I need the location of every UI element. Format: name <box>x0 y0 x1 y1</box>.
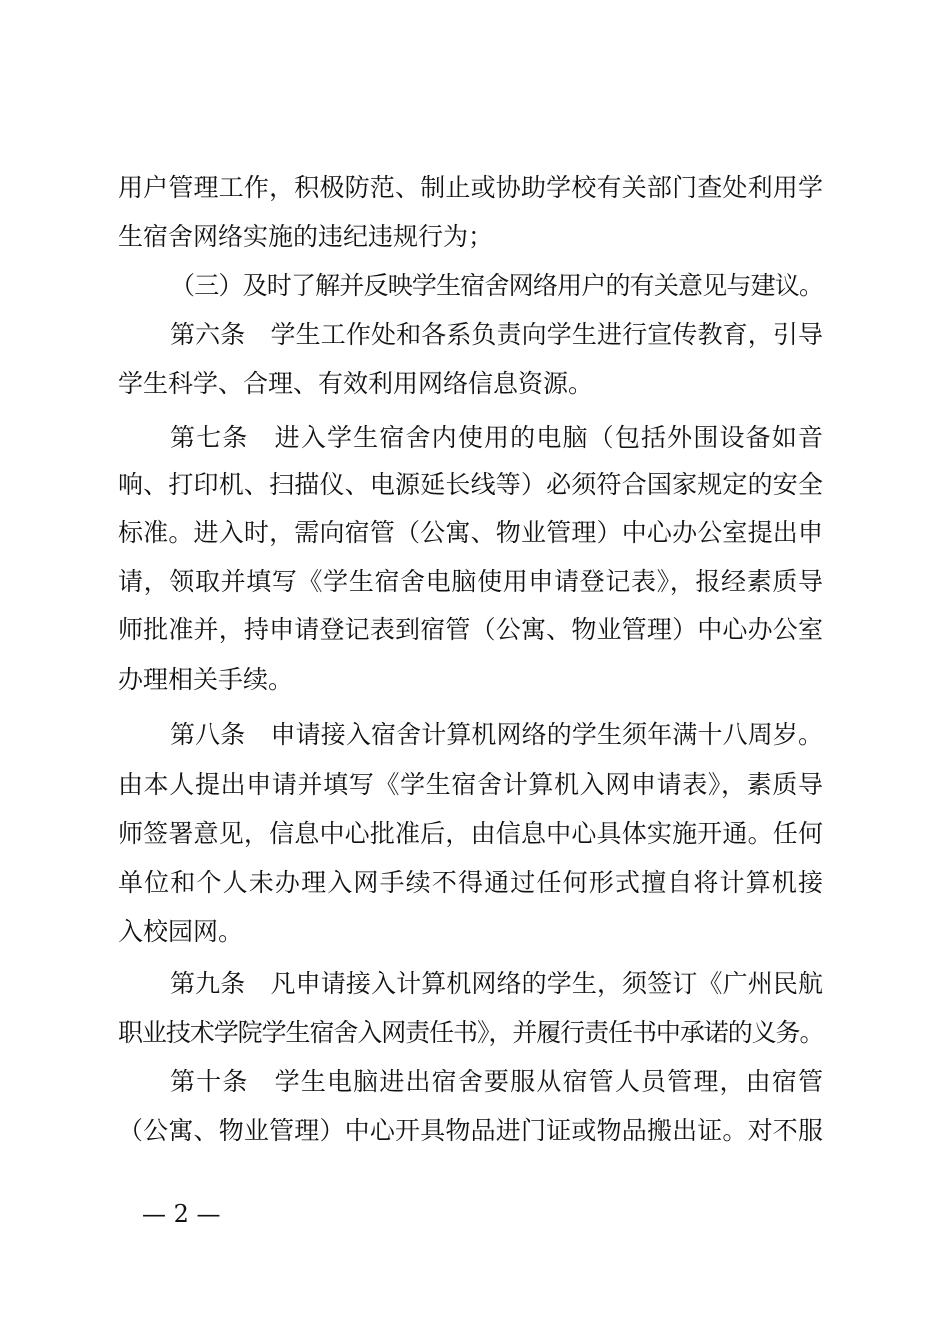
text-line: 由本人提出申请并填写《学生宿舍计算机入网申请表》，素质导 <box>118 770 823 799</box>
text-line: 标准。进入时，需向宿管（公寓、物业管理）中心办公室提出申 <box>118 518 823 547</box>
text-line: （三）及时了解并反映学生宿舍网络用户的有关意见与建议。 <box>170 271 823 300</box>
text-line: 职业技术学院学生宿舍入网责任书》，并履行责任书中承诺的义务。 <box>118 1018 823 1047</box>
text-line: 第六条 学生工作处和各系负责向学生进行宣传教育，引导 <box>170 320 823 349</box>
text-line: 入校园网。 <box>118 917 244 946</box>
text-line: 师批准并，持申请登记表到宿管（公寓、物业管理）中心办公室 <box>118 615 823 644</box>
text-line: 学生科学、合理、有效利用网络信息资源。 <box>118 369 594 398</box>
text-line: 生宿舍网络实施的违纪违规行为； <box>118 222 494 251</box>
text-line: 第八条 申请接入宿舍计算机网络的学生须年满十八周岁。 <box>170 720 823 749</box>
text-line: 第七条 进入学生宿舍内使用的电脑（包括外围设备如音 <box>170 423 823 452</box>
text-line: 师签署意见，信息中心批准后，由信息中心具体实施开通。任何 <box>118 819 823 848</box>
text-line: 请，领取并填写《学生宿舍电脑使用申请登记表》，报经素质导 <box>118 567 823 596</box>
text-line: 响、打印机、扫描仪、电源延长线等）必须符合国家规定的安全 <box>118 470 823 499</box>
text-line: （公寓、物业管理）中心开具物品进门证或物品搬出证。对不服 <box>118 1116 823 1145</box>
text-line: 办理相关手续。 <box>118 665 294 694</box>
text-line: 单位和个人未办理入网手续不得通过任何形式擅自将计算机接 <box>118 868 823 897</box>
text-line: 用户管理工作，积极防范、制止或协助学校有关部门查处利用学 <box>118 173 823 202</box>
text-line: 第十条 学生电脑进出宿舍要服从宿管人员管理，由宿管 <box>170 1067 823 1096</box>
text-line: 第九条 凡申请接入计算机网络的学生，须签订《广州民航 <box>170 969 823 998</box>
page-number: — 2 — <box>142 1200 221 1228</box>
